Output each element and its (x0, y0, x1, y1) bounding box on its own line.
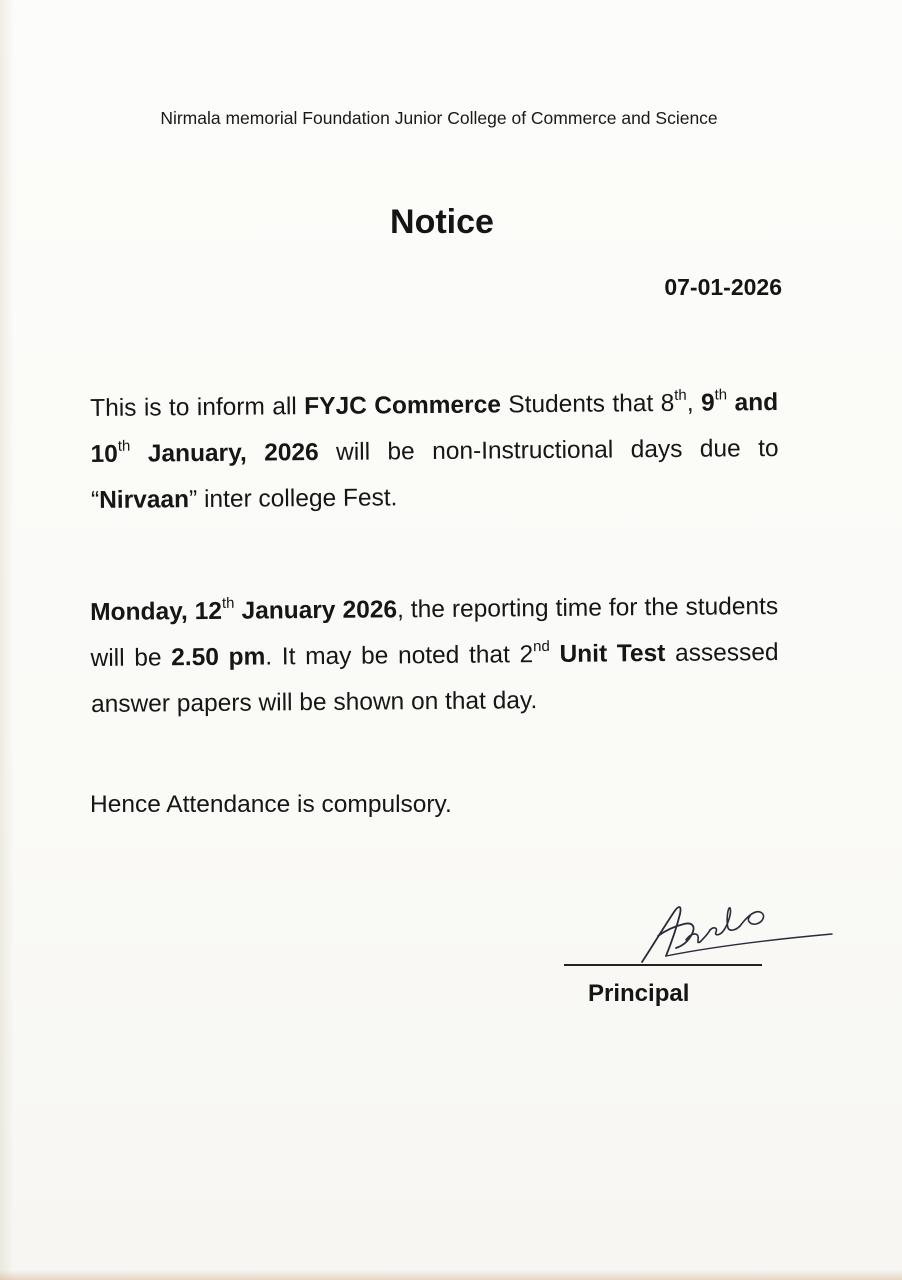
superscript: th (714, 386, 728, 404)
paper-edge-shadow (0, 0, 14, 1280)
bold-text: Nirvaan (99, 486, 190, 514)
bold-text: 9 (700, 389, 715, 417)
paper-bottom-shadow (0, 1270, 902, 1280)
signature-stroke (740, 912, 763, 926)
superscript: th (221, 594, 235, 612)
text: assessed answer papers will be shown on that day. (90, 638, 779, 718)
notice-title: Notice (390, 203, 494, 241)
text: Students that 8 (500, 389, 675, 419)
notice-date: 07-01-2026 (664, 274, 782, 300)
superscript: nd (533, 637, 550, 655)
bold-text: Unit Test (549, 639, 666, 668)
principal-signature (636, 890, 836, 970)
text: . It may be noted that 2 (265, 641, 534, 671)
text: , the reporting time for the students will be (90, 592, 779, 672)
text: ” inter college Fest. (188, 484, 398, 514)
signature-line (564, 964, 762, 966)
signature-stroke (710, 908, 740, 935)
paragraph-attendance: Hence Attendance is compulsory. (90, 791, 452, 818)
bold-text: January 2026 (234, 596, 398, 625)
text: , (686, 389, 702, 417)
text: will be non-Instructional days due to “ (90, 434, 779, 514)
paragraph-reporting-time (90, 584, 779, 728)
superscript: th (674, 386, 687, 404)
superscript: th (117, 437, 131, 455)
college-name: Nirmala memorial Foundation Junior College of Commerce and Science (160, 108, 718, 128)
text: This is to inform all (90, 393, 305, 422)
bold-text: FYJC Commerce (304, 391, 502, 421)
bold-text: and 10 (90, 388, 779, 468)
paragraph-fest-holidays (90, 380, 779, 524)
bold-text: January, 2026 (130, 439, 319, 468)
signature-stroke (686, 930, 710, 943)
bold-text: 2.50 pm (171, 643, 266, 672)
bold-text: Monday, 12 (90, 597, 223, 626)
principal-label: Principal (588, 980, 690, 1007)
